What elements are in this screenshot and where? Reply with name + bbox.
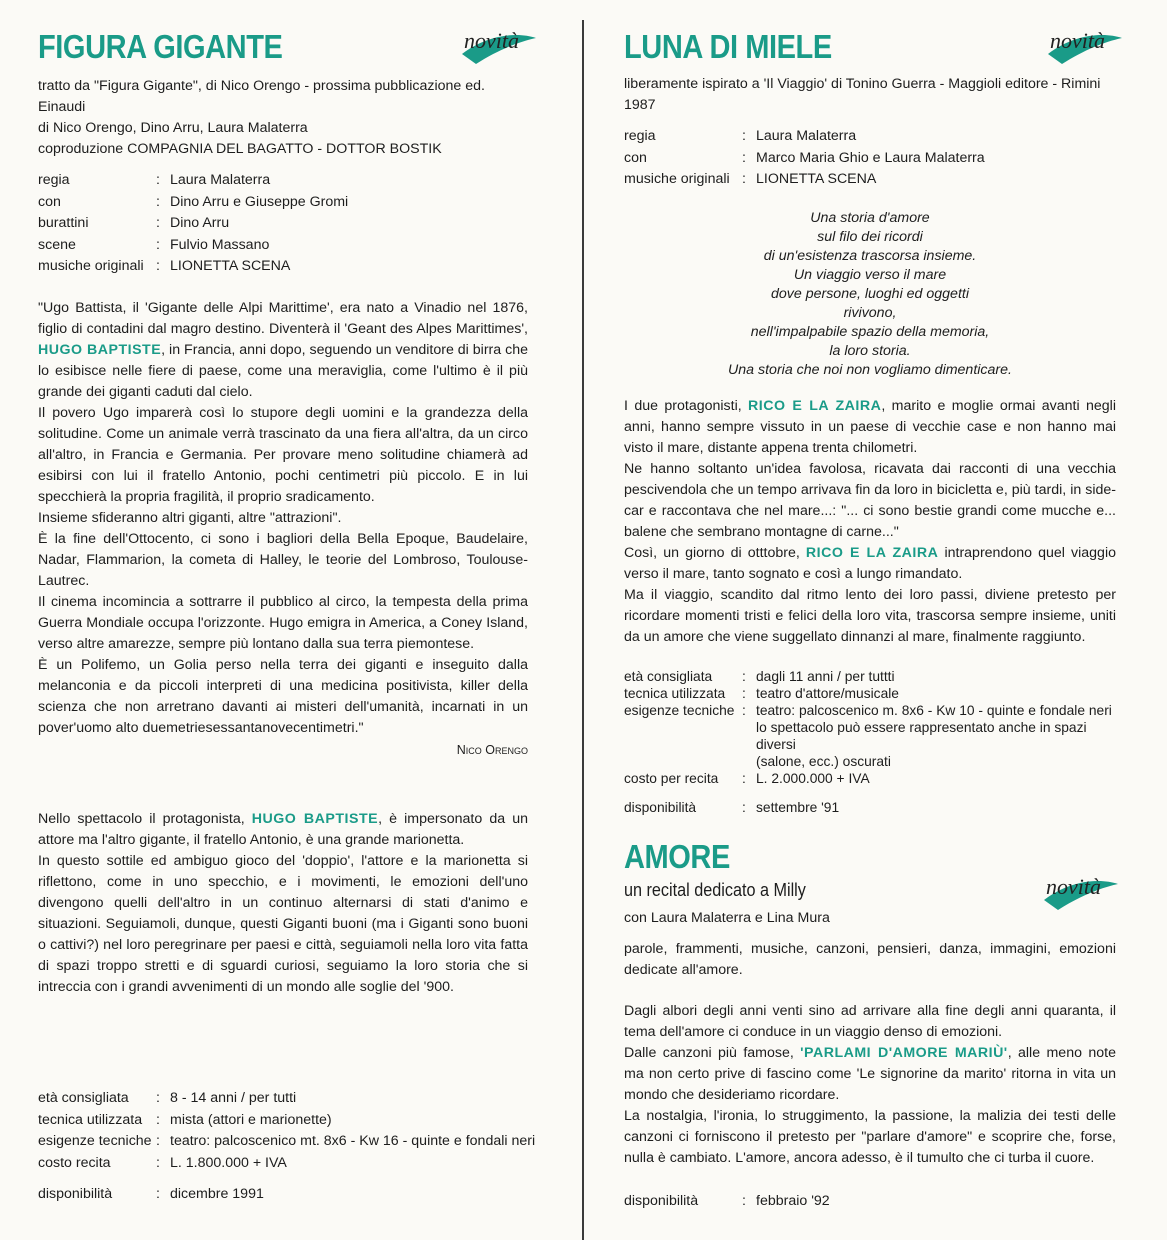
poem-line: la loro storia.: [829, 342, 911, 359]
intro-line: tratto da "Figura Gigante", di Nico Orengo - prossima pubblicazione ed. Einaudi: [38, 78, 485, 115]
description-paragraph: Nello spettacolo il protagonista, HUGO BAPTISTE, è impersonato da un attore ma l'altro gigante, il fratello Antonio, è una grande marionetta.: [38, 810, 528, 848]
amore-cast: con Laura Malaterra e Lina Mura: [624, 910, 830, 926]
amore-section: [624, 836, 1116, 1213]
quote-paragraph: Il cinema incomincia a sottrarre il pubblico al circo, la tempesta della prima Guerra Mondiale occupa l'orizzonte. Hugo emigra in America, a Coney Island, verso altre amarezze, sempre più lontano dalla sua terra piemontese.: [38, 593, 528, 652]
credit-row: con : Marco Maria Ghio e Laura Malaterra: [624, 149, 985, 166]
info-row: costo recita : L. 1.800.000 + IVA: [38, 1154, 287, 1171]
novita-badge: novità: [1044, 26, 1124, 66]
left-page: [38, 26, 528, 998]
credits-list: [624, 126, 1116, 191]
info-row: esigenze tecniche : teatro: palcoscenico m. 8x6 - Kw 10 - quinte e fondale neri: [624, 702, 1112, 718]
right-info-table: [624, 668, 1116, 816]
signature: Nico Orengo: [456, 742, 528, 757]
quote-block: [38, 298, 528, 757]
description-block: [38, 809, 528, 998]
page-fold: [582, 20, 584, 1240]
amore-paragraph: parole, frammenti, musiche, canzoni, pensieri, danza, immagini, emozioni dedicate all'amore.: [624, 941, 1116, 978]
poem: [624, 209, 1116, 380]
description-paragraph: In questo sottile ed ambiguo gioco del 'doppio', l'attore e la marionetta si riflettono, come in uno specchio, e i movimenti, le emozioni dell'uno divengono quelli dell'altro in un continuo alternarsi di stati d'animo e situazioni. Seguiamoli, dunque, questi Giganti buoni (ma i Giganti sono buoni o cattivi?) nel loro peregrinare per paesi e città, seguiamoli nella loro vita fatta di spazi troppo stretti e di sguardi curiosi, seguiamo la loro storia che si intreccia con i grandi avvenimenti di un mondo alle soglie del '900.: [38, 852, 528, 995]
story-paragraph: I due protagonisti, RICO E LA ZAIRA, marito e moglie ormai avanti negli anni, hanno sempre vissuto in un paese di vecchie case e non hanno mai visto il mare, distante appena trenta chilometri.: [624, 397, 1116, 456]
poem-line: nell'impalpabile spazio della memoria,: [750, 323, 990, 340]
intro-block: [38, 76, 528, 160]
info-row: tecnica utilizzata : teatro d'attore/musicale: [624, 685, 899, 701]
credits-list: [38, 170, 528, 278]
poem-line: Un viaggio verso il mare: [793, 266, 947, 283]
highlight-name: HUGO BAPTISTE: [251, 810, 379, 827]
info-row: tecnica utilizzata : mista (attori e marionette): [38, 1111, 332, 1128]
credit-row: regia : Laura Malaterra: [38, 172, 271, 188]
quote-paragraph: Insieme sfideranno altri giganti, altre "attrazioni".: [38, 509, 342, 526]
info-row: disponibilità : dicembre 1991: [38, 1186, 264, 1202]
right-page: [624, 26, 1116, 816]
info-row: (salone, ecc.) oscurati: [756, 753, 891, 769]
highlight-song: 'PARLAMI D'AMORE MARIÙ': [800, 1045, 1008, 1061]
poem-line: di un'esistenza trascorsa insieme.: [763, 247, 977, 264]
novita-badge: novità: [1040, 872, 1120, 912]
availability-row: disponibilità : febbraio '92: [624, 1193, 830, 1209]
highlight-name: RICO E LA ZAIRA: [805, 544, 939, 561]
poem-line: Una storia d'amore: [810, 209, 930, 226]
quote-paragraph: "Ugo Battista, il 'Gigante delle Alpi Marittime', era nato a Vinadio nel 1876, figlio di contadini dal magro destino. Diventerà il 'Geant des Alpes Marittimes', HUGO BAPTISTE, in Francia, anni dopo, seguendo un venditore di birra che lo esibisce nelle fiere di paese, come una meraviglia, come l'ultimo è il più grande dei giganti caduti dal cielo.: [38, 299, 528, 400]
story-block: [624, 396, 1116, 648]
credit-row: musiche originali : LIONETTA SCENA: [38, 258, 291, 274]
credit-row: musiche originali : LIONETTA SCENA: [624, 171, 877, 187]
poem-line: sul filo dei ricordi: [817, 228, 923, 245]
poem-line: Una storia che noi non vogliamo dimenticare.: [728, 361, 1012, 378]
story-paragraph: Ne hanno soltanto un'idea favolosa, ricavata dai racconti di una vecchia pescivendola che un tempo arrivava fin da loro in bicicletta e, più tardi, in side-car e raccontava che nel mare...: "... ci sono bestie grandi come mucche e... balene che sembrano montagne di carne...": [624, 460, 1116, 540]
poem-line: dove persone, luoghi ed oggetti: [771, 285, 969, 302]
amore-subtitle: un recital dedicato a Milly: [624, 880, 806, 900]
intro-line: liberamente ispirato a 'Il Viaggio' di Tonino Guerra - Maggioli editore - Rimini 1987: [624, 76, 1101, 113]
credit-row: burattini : Dino Arru: [38, 215, 230, 231]
novita-badge: novità: [458, 26, 538, 66]
info-row: età consigliata : dagli 11 anni / per tuttti: [624, 668, 895, 684]
story-paragraph: Così, un giorno di otttobre, RICO E LA ZAIRA intraprendono quel viaggio verso il mare, tanto sognato e così a lungo rimandato.: [624, 544, 1116, 582]
credit-row: regia : Laura Malaterra: [624, 128, 857, 144]
left-info-table: [38, 1088, 538, 1206]
quote-paragraph: È un Polifemo, un Golia perso nella terra dei giganti e inseguito dalla melanconia e da piccoli interpreti di una medicina positivista, killer della scienza che non arretrano davanti ai misteri dell'umanità, incarnati in un pover'uomo alto duemetriesessantanovecentimetri.": [38, 656, 528, 736]
title-figura-gigante: FIGURA GIGANTE: [38, 28, 283, 65]
quote-paragraph: È la fine dell'Ottocento, ci sono i bagliori della Bella Epoque, Baudelaire, Nadar, Flammarion, la cometa di Halley, le teorie del Lombroso, Toulouse-Lautrec.: [38, 530, 528, 589]
amore-paragraph: La nostalgia, l'ironia, lo struggimento, la passione, la malizia dei testi delle canzoni ci forniscono il pretesto per "parlare d'amore" e scoprire che, forse, nulla è cambiato. L'amore, ancora adesso, è il tumulto che ci turba il cuore.: [624, 1108, 1116, 1166]
title-amore: AMORE: [624, 838, 730, 875]
highlight-name: RICO E LA ZAIRA: [748, 397, 882, 414]
poem-line: rivivono,: [843, 304, 897, 321]
intro-line: coproduzione COMPAGNIA DEL BAGATTO - DOTTOR BOSTIK: [38, 141, 442, 157]
intro-line: di Nico Orengo, Dino Arru, Laura Malaterra: [38, 120, 308, 136]
credit-row: scene : Fulvio Massano: [38, 236, 270, 253]
info-row: esigenze tecniche : teatro: palcoscenico mt. 8x6 - Kw 16 - quinte e fondali neri: [38, 1133, 536, 1149]
highlight-name: HUGO BAPTISTE: [38, 341, 162, 358]
availability-row: disponibilità : settembre '91: [624, 799, 840, 815]
info-row: lo spettacolo può essere rappresentato anche in spazi diversi: [756, 719, 1087, 752]
info-row: età consigliata : 8 - 14 anni / per tutti: [38, 1090, 297, 1106]
amore-paragraph: Dalle canzoni più famose, 'PARLAMI D'AMORE MARIÙ', alle meno note ma non certo prive di fascino come 'Le signorine da marito' ritorna in vita un mondo che desideriamo ricordare.: [624, 1045, 1116, 1103]
quote-paragraph: Il povero Ugo imparerà così lo stupore degli uomini e la grandezza della solitudine. Come un animale verrà trascinato da una fiera all'altra, da un circo all'altro, in Francia e Germania. Per provare meno solitudine chiamerà ad esibirsi con lui il fratello Antonio, pochi centimetri più piccolo. E in lui specchierà la propria fragilità, il proprio sradicamento.: [38, 404, 528, 505]
title-luna-di-miele: LUNA DI MIELE: [624, 28, 832, 65]
info-row: costo per recita : L. 2.000.000 + IVA: [624, 770, 870, 786]
amore-paragraph: Dagli albori degli anni venti sino ad arrivare alla fine degli anni quaranta, il tema dell'amore ci conduce in un viaggio denso di emozioni.: [624, 1003, 1116, 1040]
credit-row: con : Dino Arru e Giuseppe Gromi: [38, 193, 349, 210]
story-paragraph: Ma il viaggio, scandito dal ritmo lento dei loro passi, diviene pretesto per ricordare momenti tristi e felici della loro vita, trascorsa sempre insieme, uniti da un amore che viene suggellato dinnanzi al mare, finalmente raggiunto.: [624, 586, 1116, 645]
